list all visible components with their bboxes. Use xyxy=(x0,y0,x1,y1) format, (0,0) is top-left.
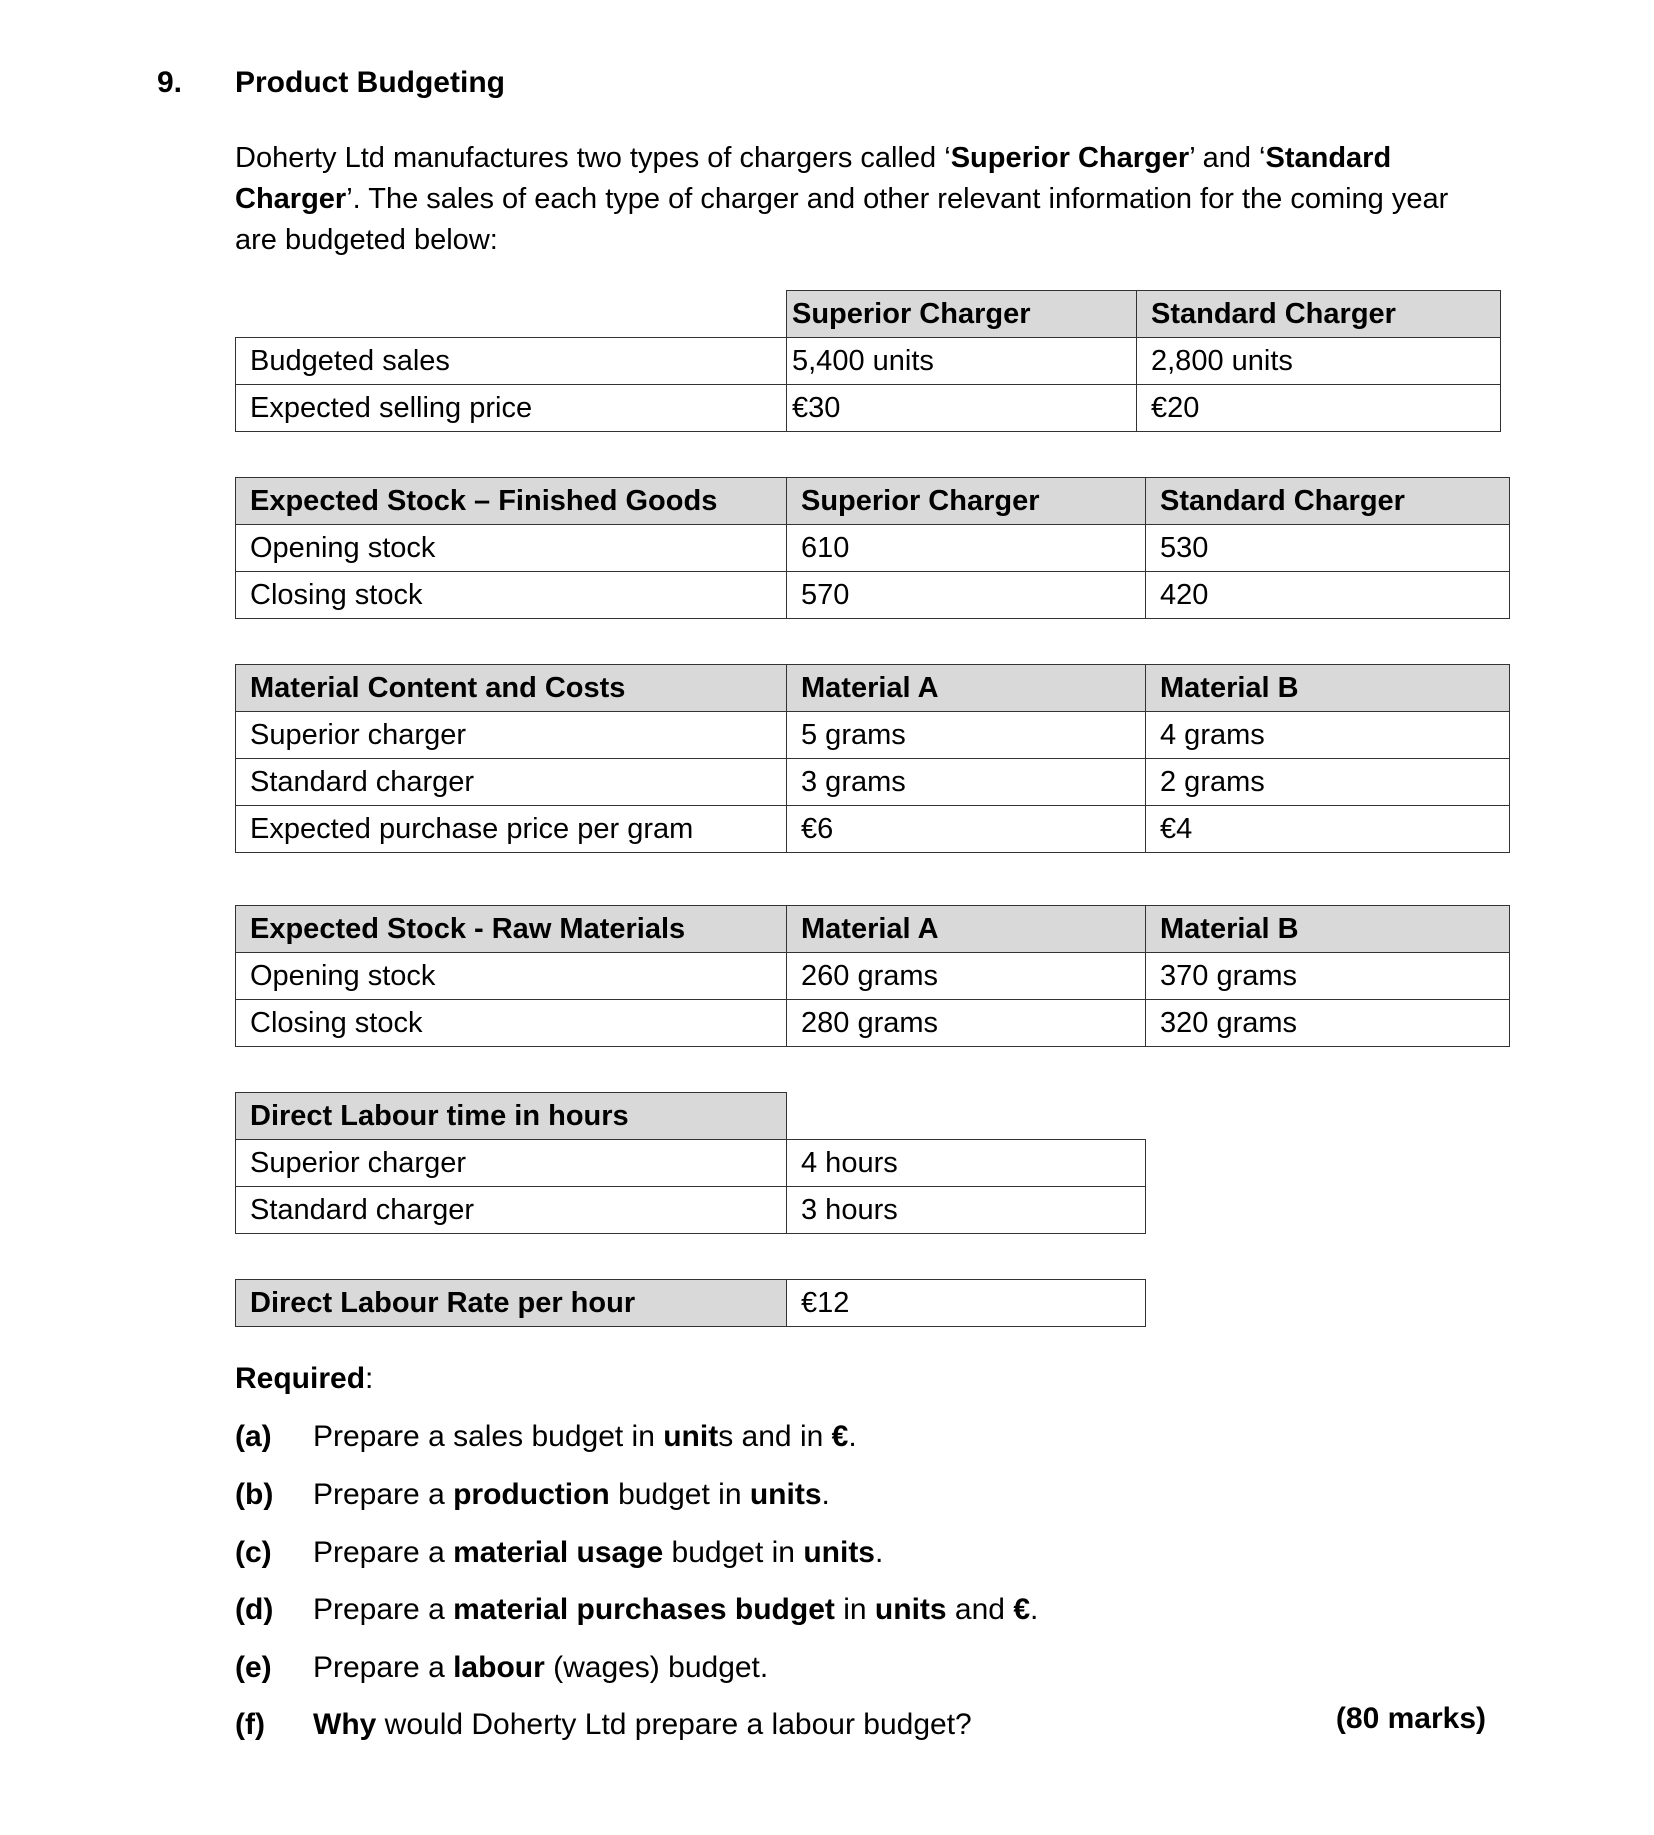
required-part-emphasis: production xyxy=(453,1478,610,1511)
table-row xyxy=(236,385,1501,432)
required-part-emphasis: labour xyxy=(453,1651,545,1684)
labour-time-row-value: 3 hours xyxy=(787,1187,1146,1234)
finished-goods-row-label: Closing stock xyxy=(236,572,787,619)
required-part-text xyxy=(313,1651,768,1684)
finished-goods-row-superior: 610 xyxy=(787,525,1146,572)
required-part-segment: . xyxy=(875,1536,884,1569)
labour-time-header-blank xyxy=(787,1093,1146,1140)
required-part-text xyxy=(313,1593,1038,1626)
required-part-emphasis: € xyxy=(1013,1593,1031,1626)
raw-materials-row-b: 370 grams xyxy=(1146,953,1510,1000)
table-row xyxy=(236,759,1510,806)
question-title: Product Budgeting xyxy=(235,66,505,99)
material-row-a: €6 xyxy=(787,806,1146,853)
required-part-emphasis: units xyxy=(803,1536,875,1569)
sales-table-corner xyxy=(236,291,787,338)
labour-rate-label: Direct Labour Rate per hour xyxy=(236,1280,787,1327)
material-row-b: €4 xyxy=(1146,806,1510,853)
required-part-segment: . xyxy=(848,1420,857,1453)
material-row-label: Standard charger xyxy=(236,759,787,806)
material-row-label: Superior charger xyxy=(236,712,787,759)
required-part-emphasis: material purchases budget xyxy=(453,1593,835,1626)
table-row xyxy=(236,525,1510,572)
required-part-segment: budget in xyxy=(609,1478,750,1511)
required-part-emphasis: Why xyxy=(313,1708,377,1741)
material-table xyxy=(235,664,1510,853)
raw-materials-row-a: 280 grams xyxy=(787,1000,1146,1047)
required-part-segment: would Doherty Ltd prepare a labour budget? xyxy=(376,1708,972,1741)
sales-row-standard: 2,800 units xyxy=(1137,338,1501,385)
material-row-label: Expected purchase price per gram xyxy=(236,806,787,853)
finished-goods-row-label: Opening stock xyxy=(236,525,787,572)
required-part-emphasis: material usage xyxy=(453,1536,664,1569)
required-part-segment: Prepare a xyxy=(313,1536,454,1569)
material-header-b: Material B xyxy=(1146,665,1510,712)
required-part-segment: (wages) budget. xyxy=(544,1651,769,1684)
table-row xyxy=(236,712,1510,759)
material-row-b: 2 grams xyxy=(1146,759,1510,806)
intro-text-1: Doherty Ltd manufactures two types of chargers called ‘ xyxy=(235,142,951,174)
required-part-text xyxy=(313,1708,972,1741)
labour-time-table xyxy=(235,1092,1146,1234)
sales-row-superior: 5,400 units xyxy=(787,338,1137,385)
sales-header-standard: Standard Charger xyxy=(1137,291,1501,338)
required-part-segment: in xyxy=(834,1593,875,1626)
sales-row-standard: €20 xyxy=(1137,385,1501,432)
raw-materials-header-label: Expected Stock - Raw Materials xyxy=(236,906,787,953)
labour-time-header: Direct Labour time in hours xyxy=(236,1093,787,1140)
raw-materials-row-label: Opening stock xyxy=(236,953,787,1000)
labour-rate-table xyxy=(235,1279,1146,1327)
required-part-segment: Prepare a xyxy=(313,1478,454,1511)
required-part-label: (b) xyxy=(235,1478,274,1511)
required-part-segment: s and in xyxy=(718,1420,832,1453)
sales-row-label: Budgeted sales xyxy=(236,338,787,385)
required-part-label: (f) xyxy=(235,1708,265,1741)
required-part-segment: Prepare a xyxy=(313,1651,454,1684)
required-part-segment: Prepare a sales budget in xyxy=(313,1420,664,1453)
table-row xyxy=(236,1000,1510,1047)
sales-row-label: Expected selling price xyxy=(236,385,787,432)
required-part-label: (c) xyxy=(235,1536,272,1569)
material-row-b: 4 grams xyxy=(1146,712,1510,759)
raw-materials-row-label: Closing stock xyxy=(236,1000,787,1047)
sales-row-superior: €30 xyxy=(787,385,1137,432)
table-row xyxy=(236,953,1510,1000)
sales-table xyxy=(235,290,1501,432)
required-part-text xyxy=(313,1536,883,1569)
required-part-text xyxy=(313,1420,857,1453)
required-part-text xyxy=(313,1478,830,1511)
required-part xyxy=(235,1420,857,1454)
required-part-label: (d) xyxy=(235,1593,274,1626)
intro-text-2: ’ and ‘ xyxy=(1189,142,1266,174)
finished-goods-header-superior: Superior Charger xyxy=(787,478,1146,525)
required-part-segment: . xyxy=(821,1478,830,1511)
required-heading xyxy=(235,1362,373,1396)
raw-materials-row-a: 260 grams xyxy=(787,953,1146,1000)
required-part xyxy=(235,1708,972,1742)
table-row xyxy=(236,572,1510,619)
raw-materials-header-a: Material A xyxy=(787,906,1146,953)
required-colon: : xyxy=(365,1362,374,1395)
raw-materials-header-b: Material B xyxy=(1146,906,1510,953)
intro-paragraph xyxy=(235,138,1475,261)
raw-materials-row-b: 320 grams xyxy=(1146,1000,1510,1047)
required-part-label: (e) xyxy=(235,1651,272,1684)
finished-goods-header-label: Expected Stock – Finished Goods xyxy=(236,478,787,525)
required-part xyxy=(235,1536,883,1570)
required-part-segment: . xyxy=(1030,1593,1039,1626)
required-part-emphasis: € xyxy=(831,1420,849,1453)
question-number: 9. xyxy=(157,66,183,99)
table-row xyxy=(236,806,1510,853)
table-row xyxy=(236,338,1501,385)
required-part-segment: budget in xyxy=(663,1536,804,1569)
material-header-a: Material A xyxy=(787,665,1146,712)
required-part-segment: Prepare a xyxy=(313,1593,454,1626)
required-label: Required xyxy=(235,1362,366,1395)
intro-text-3: ’. The sales of each type of charger and other relevant information for the coming year are budgeted below: xyxy=(235,183,1449,256)
intro-standard-charger: Standard Charger xyxy=(235,142,1392,215)
required-part-emphasis: unit xyxy=(663,1420,719,1453)
required-part-emphasis: units xyxy=(749,1478,822,1511)
required-part xyxy=(235,1478,830,1512)
finished-goods-row-superior: 570 xyxy=(787,572,1146,619)
material-row-a: 3 grams xyxy=(787,759,1146,806)
material-header-label: Material Content and Costs xyxy=(236,665,787,712)
finished-goods-row-standard: 420 xyxy=(1146,572,1510,619)
sales-header-superior: Superior Charger xyxy=(787,291,1137,338)
finished-goods-table xyxy=(235,477,1510,619)
required-part xyxy=(235,1593,1038,1627)
labour-time-row-label: Superior charger xyxy=(236,1140,787,1187)
intro-superior-charger: Superior Charger xyxy=(950,142,1190,174)
required-part-emphasis: units xyxy=(874,1593,947,1626)
table-row xyxy=(236,1187,1146,1234)
table-row xyxy=(236,1140,1146,1187)
required-part-label: (a) xyxy=(235,1420,272,1453)
required-part-segment: and xyxy=(946,1593,1014,1626)
labour-time-row-label: Standard charger xyxy=(236,1187,787,1234)
finished-goods-header-standard: Standard Charger xyxy=(1146,478,1510,525)
material-row-a: 5 grams xyxy=(787,712,1146,759)
labour-time-row-value: 4 hours xyxy=(787,1140,1146,1187)
required-part xyxy=(235,1651,768,1685)
labour-rate-value: €12 xyxy=(787,1280,1146,1327)
marks-total: (80 marks) xyxy=(1335,1702,1486,1735)
raw-materials-table xyxy=(235,905,1510,1047)
finished-goods-row-standard: 530 xyxy=(1146,525,1510,572)
